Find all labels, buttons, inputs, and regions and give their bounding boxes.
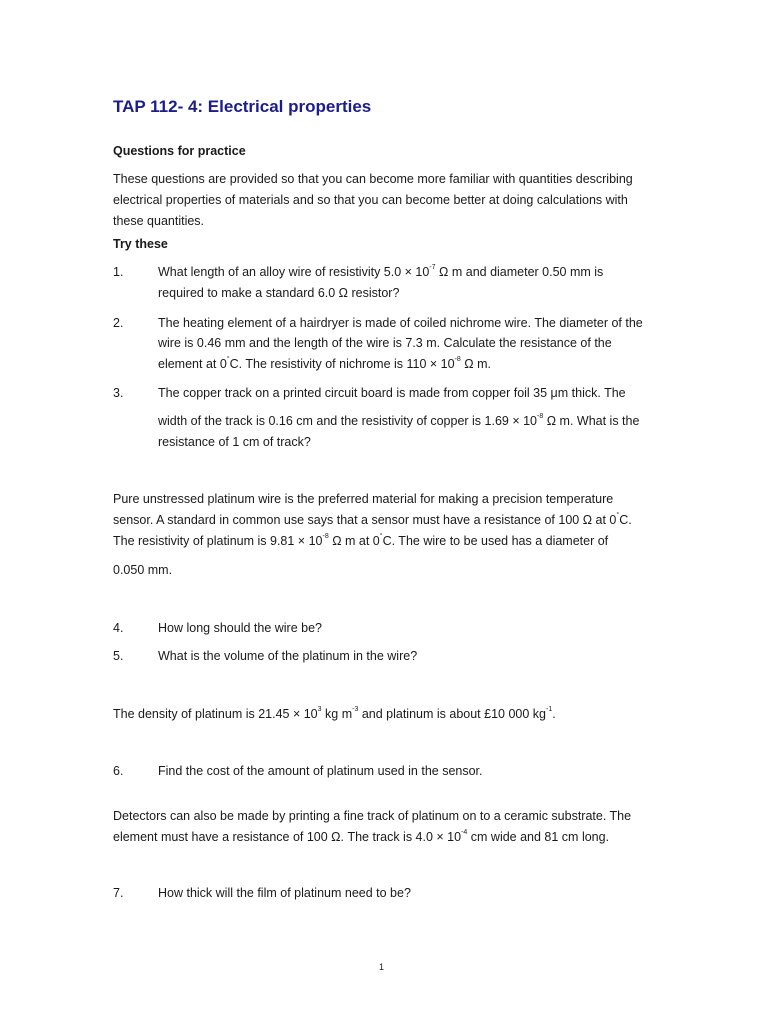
question-5-text: What is the volume of the platinum in the wire?: [158, 649, 418, 663]
subheading: Questions for practice: [113, 144, 246, 158]
question-2-line-2: wire is 0.46 mm and the length of the wire is 7.3 m. Calculate the resistance of the: [158, 336, 612, 350]
question-number-5: 5.: [113, 649, 124, 663]
platinum-para-line-2: sensor. A standard in common use says that a sensor must have a resistance of 100 Ω at 0°C.: [113, 511, 632, 527]
question-number-1: 1.: [113, 265, 124, 279]
question-7-text: How thick will the film of platinum need to be?: [158, 886, 411, 900]
page-title: TAP 112- 4: Electrical properties: [113, 97, 372, 116]
question-number-3: 3.: [113, 386, 124, 400]
try-these-heading: Try these: [113, 237, 168, 251]
density-para: The density of platinum is $21.45 \times 10^3$ kg $m^{-3}$ and platinum is about £10 000 $kg^{-1}$.: [113, 705, 556, 721]
platinum-para-line-1: Pure unstressed platinum wire is the preferred material for making a precision temperature: [113, 492, 614, 506]
question-2-line-3: element at 0°C. The resistivity of nichrome is $110 \times 10^{-8}$ Ω m.: [158, 355, 492, 371]
question-3-line-2: width of the track is 0.16 cm and the resistivity of copper is $1.69 \times 10^{-8}$ Ω m. What is the: [158, 412, 640, 428]
intro-line-2: electrical properties of materials and so that you can become better at doing calculations with: [113, 193, 628, 207]
intro-line-3: these quantities.: [113, 214, 205, 228]
question-number-4: 4.: [113, 621, 124, 635]
question-2-line-1: The heating element of a hairdryer is made of coiled nichrome wire. The diameter of the: [158, 316, 643, 330]
question-1-line-2: required to make a standard 6.0 Ω resistor?: [158, 286, 400, 300]
question-1-line-1: What length of an alloy wire of resistivity $5.0 \times 10^{-7}$ Ω m and diameter 0.50 mm is: [158, 263, 604, 279]
question-number-6: 6.: [113, 764, 124, 778]
platinum-para-line-4: 0.050 mm.: [113, 563, 173, 577]
detectors-para-line-1: Detectors can also be made by printing a fine track of platinum on to a ceramic substrate. The: [113, 809, 632, 823]
question-3-line-3: resistance of 1 cm of track?: [158, 435, 311, 449]
question-3-line-1: The copper track on a printed circuit board is made from copper foil 35 μm thick. The: [158, 386, 626, 400]
platinum-para-line-3: The resistivity of platinum is $9.81 \times 10^{-8}$ Ω m at 0°C. The wire to be used has a diameter of: [113, 532, 609, 548]
question-number-2: 2.: [113, 316, 124, 330]
question-number-7: 7.: [113, 886, 124, 900]
intro-line-1: These questions are provided so that you can become more familiar with quantities describing: [113, 172, 633, 186]
detectors-para-line-2: element must have a resistance of 100 Ω. The track is $4.0 \times 10^{-4}$ cm wide and 81 cm long.: [113, 828, 610, 844]
question-6-text: Find the cost of the amount of platinum used in the sensor.: [158, 764, 483, 778]
page-number: 1: [379, 962, 385, 972]
question-4-text: How long should the wire be?: [158, 621, 322, 635]
